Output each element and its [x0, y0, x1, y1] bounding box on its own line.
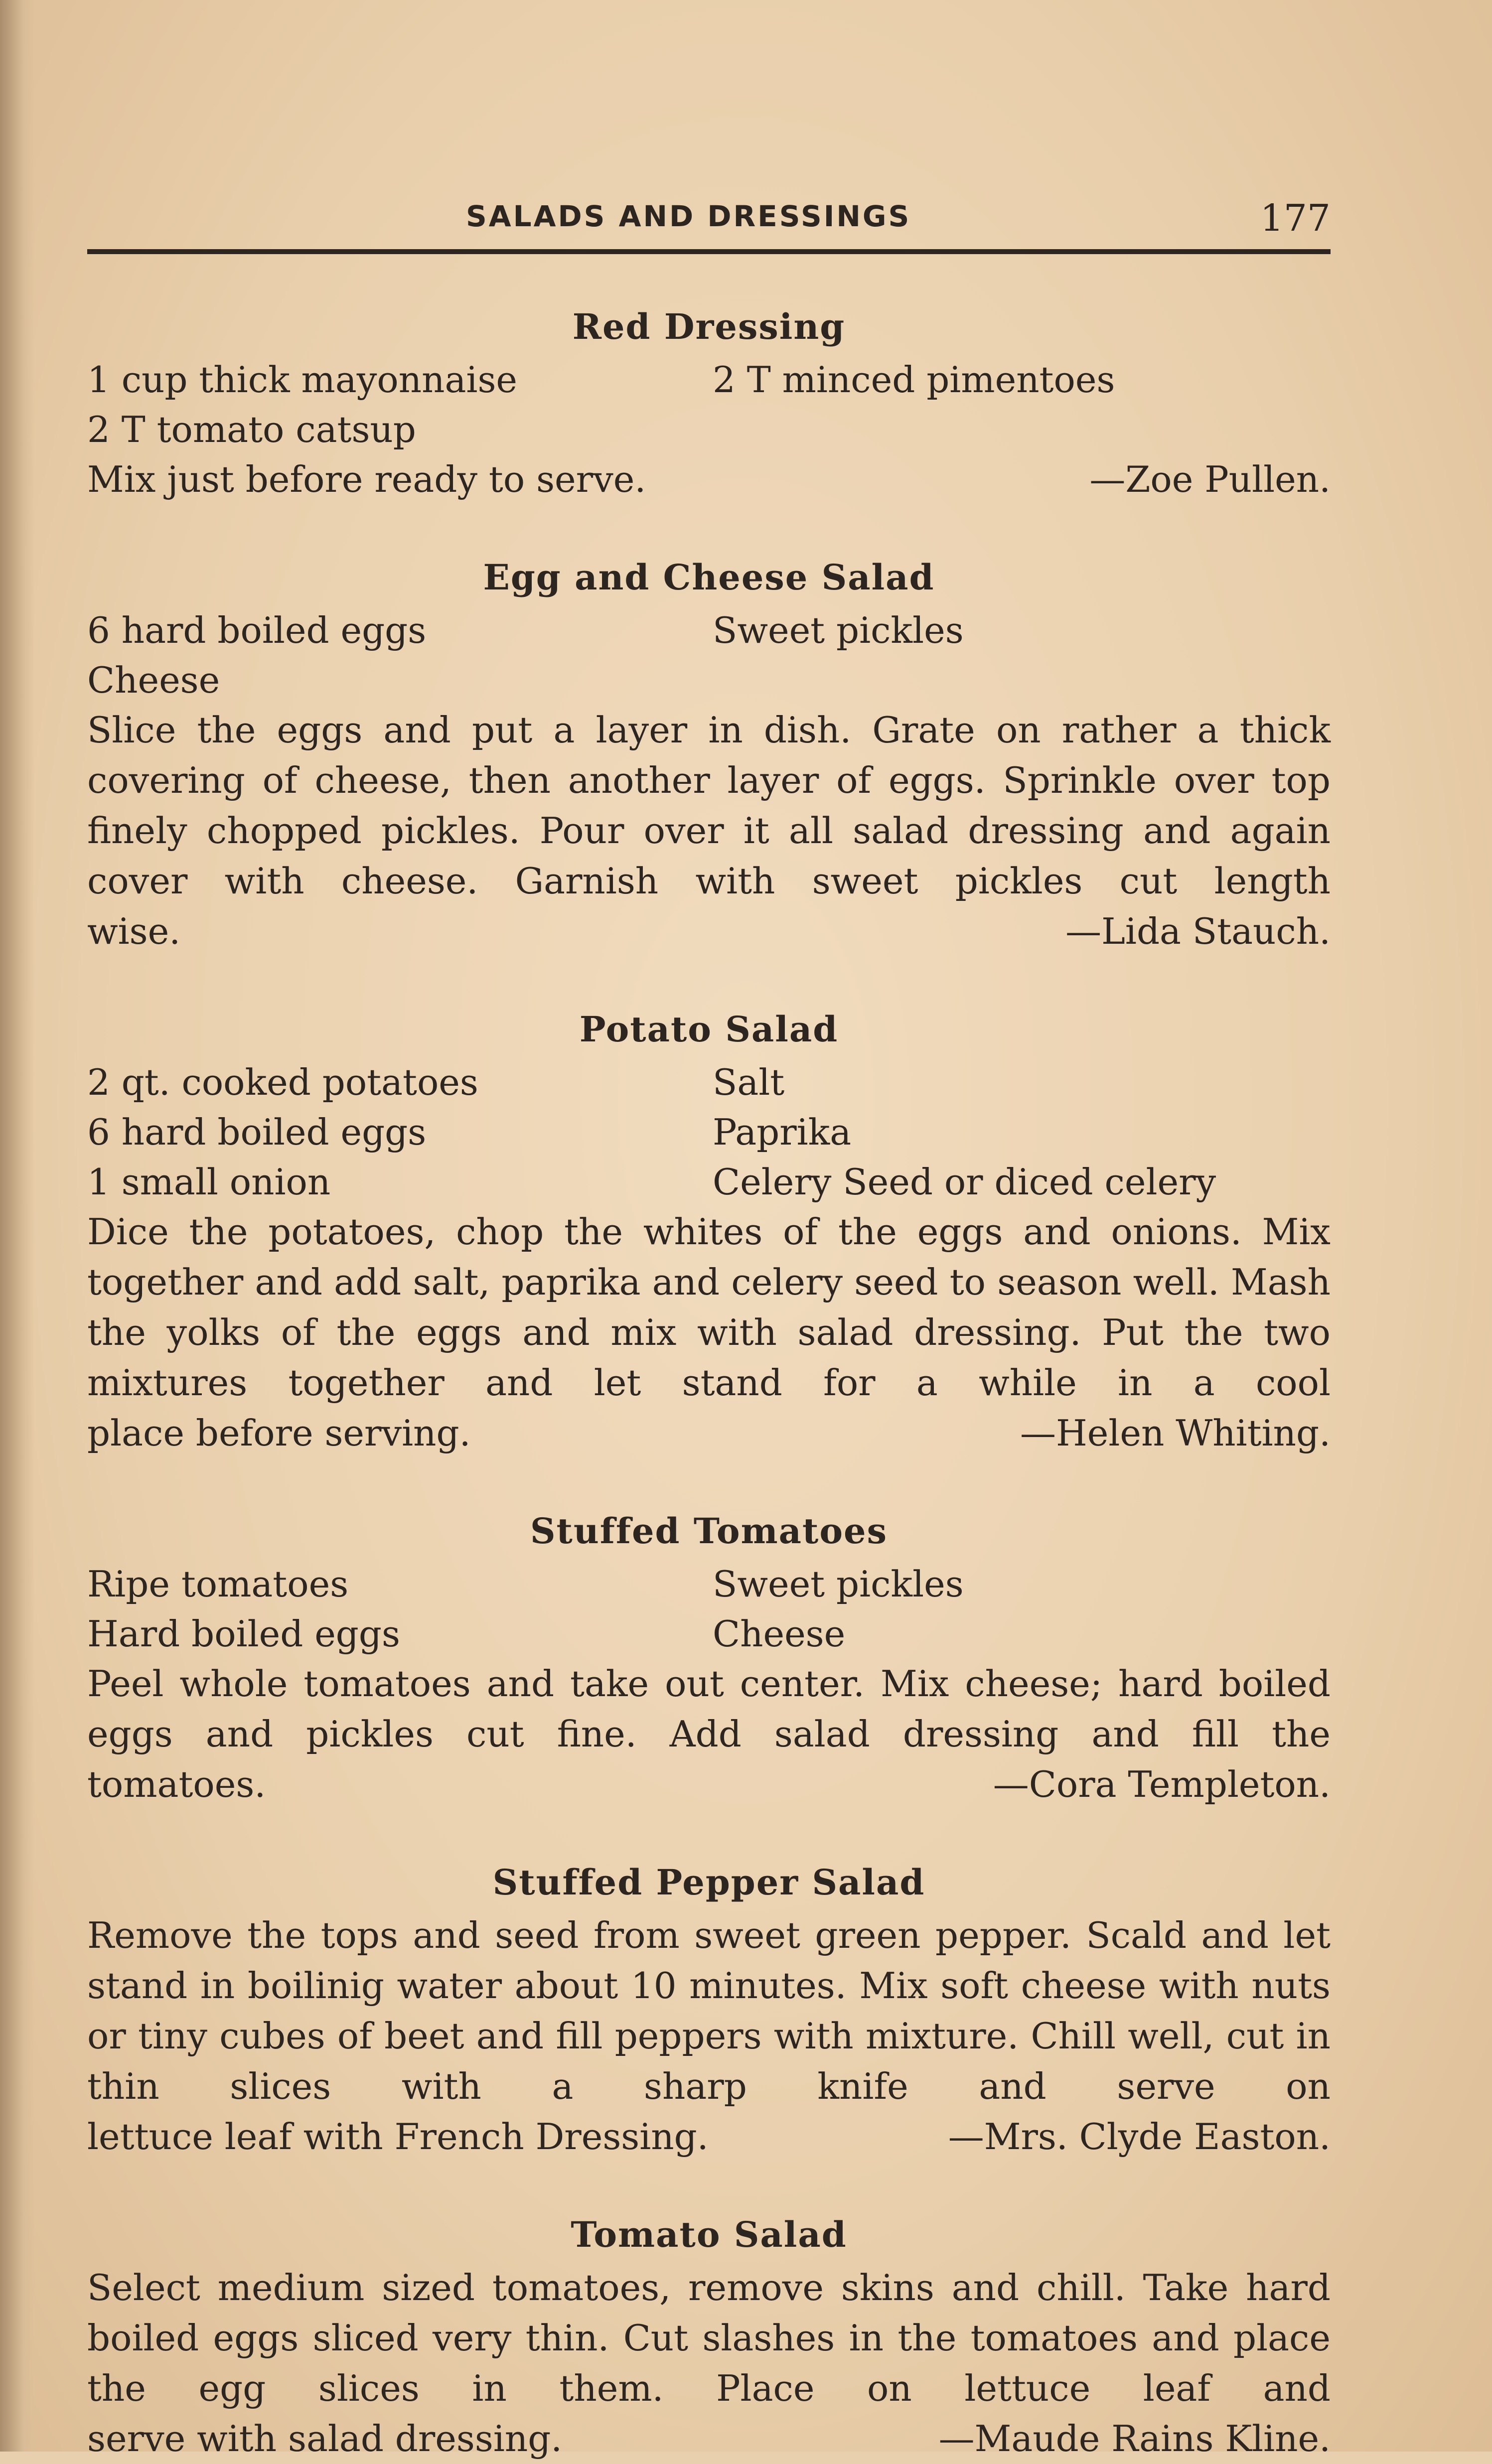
- instructions: Select medium sized tomatoes, remove skins and chill. Take hard boiled eggs sliced very thin. Cut slashes in the tomatoes and place the egg slices in them. Place on lettuce leaf and: [87, 2267, 1331, 2409]
- recipe-closing-line: [87, 2414, 1331, 2464]
- page-content: [87, 189, 1331, 2464]
- ingredient: 1 cup thick mayonnaise: [87, 359, 518, 401]
- ingredient-row: [87, 655, 1331, 705]
- ingredient: Hard boiled eggs: [87, 1613, 400, 1655]
- running-header: [87, 189, 1331, 254]
- ingredient-row: [87, 1057, 1331, 1107]
- recipe-title: Stuffed Pepper Salad: [492, 1862, 925, 1903]
- ingredient: Paprika: [713, 1111, 852, 1153]
- recipe-title: Red Dressing: [572, 306, 846, 347]
- recipe-title: Stuffed Tomatoes: [530, 1510, 888, 1552]
- contributor-attribution: —Helen Whiting.: [1020, 1412, 1331, 1454]
- ingredient: 2 qt. cooked potatoes: [87, 1061, 478, 1103]
- recipe-stuffed-pepper-salad: [87, 1858, 1331, 2162]
- contributor-attribution: —Lida Stauch.: [1065, 910, 1331, 952]
- instructions-last-line: wise.: [87, 910, 181, 952]
- ingredient: Celery Seed or diced celery: [713, 1161, 1216, 1203]
- recipe-egg-and-cheese-salad: [87, 553, 1331, 957]
- ingredient: [713, 405, 1331, 454]
- ingredient: 2 T tomato catsup: [87, 409, 416, 450]
- instructions: Slice the eggs and put a layer in dish. Grate on rather a thick covering of cheese, then another layer of eggs. Sprinkle over top finely chopped pickles. Pour over it all salad dressing and again cover with cheese. Garnish with sweet pickles cut length: [87, 709, 1331, 902]
- instructions-last-line: place before serving.: [87, 1412, 471, 1454]
- ingredient: 6 hard boiled eggs: [87, 1111, 427, 1153]
- ingredient: 2 T minced pimentoes: [713, 359, 1115, 401]
- instructions-last-line: lettuce leaf with French Dressing.: [87, 2116, 709, 2158]
- recipe-closing-line: [87, 1408, 1331, 1458]
- instructions-last-line: serve with salad dressing.: [87, 2418, 563, 2460]
- ingredient: Cheese: [713, 1613, 846, 1655]
- ingredient: 1 small onion: [87, 1161, 331, 1203]
- ingredient: 6 hard boiled eggs: [87, 609, 427, 651]
- instructions: Peel whole tomatoes and take out center. Mix cheese; hard boiled eggs and pickles cut fine. Add salad dressing and fill the: [87, 1663, 1331, 1755]
- ingredient: Sweet pickles: [713, 609, 964, 651]
- recipe-title: Potato Salad: [579, 1009, 839, 1050]
- instructions: Dice the potatoes, chop the whites of the eggs and onions. Mix together and add salt, paprika and celery seed to season well. Mash the yolks of the eggs and mix with salad dressing. Put the two mixtures together and let stand for a while in a cool: [87, 1211, 1331, 1404]
- recipe-closing-line: [87, 906, 1331, 957]
- instructions-last-line: tomatoes.: [87, 1763, 266, 1805]
- recipe-title: Egg and Cheese Salad: [483, 557, 935, 598]
- recipe-tomato-salad: [87, 2210, 1331, 2464]
- ingredient-row: [87, 355, 1331, 405]
- section-title: SALADS AND DRESSINGS: [466, 199, 911, 233]
- ingredient-row: [87, 1609, 1331, 1659]
- instructions-last-line: Mix just before ready to serve.: [87, 458, 646, 500]
- recipe-closing-line: [87, 2112, 1331, 2162]
- contributor-attribution: —Zoe Pullen.: [1089, 458, 1331, 500]
- ingredient-row: [87, 1157, 1331, 1207]
- ingredient-row: [87, 405, 1331, 454]
- ingredient: Salt: [713, 1061, 785, 1103]
- ingredient: [713, 655, 1331, 705]
- contributor-attribution: —Maude Rains Kline.: [938, 2418, 1331, 2460]
- recipe-red-dressing: [87, 302, 1331, 505]
- ingredient: Cheese: [87, 659, 220, 701]
- recipe-title: Tomato Salad: [571, 2214, 847, 2255]
- recipe-stuffed-tomatoes: [87, 1506, 1331, 1810]
- page-number: 177: [1260, 197, 1331, 240]
- page-binding-edge: [0, 0, 35, 2452]
- ingredient: Sweet pickles: [713, 1563, 964, 1605]
- ingredient-row: [87, 1559, 1331, 1609]
- ingredient-row: [87, 605, 1331, 655]
- contributor-attribution: —Mrs. Clyde Easton.: [948, 2116, 1331, 2158]
- recipe-potato-salad: [87, 1005, 1331, 1458]
- contributor-attribution: —Cora Templeton.: [993, 1763, 1331, 1805]
- instructions: Remove the tops and seed from sweet green pepper. Scald and let stand in boilinig water about 10 minutes. Mix soft cheese with nuts or tiny cubes of beet and fill peppers with mixture. Chill well, cut in thin slices with a sharp knife and serve on: [87, 1914, 1331, 2107]
- ingredient-row: [87, 1107, 1331, 1157]
- recipe-closing-line: [87, 1759, 1331, 1810]
- recipe-closing-line: [87, 454, 1331, 505]
- ingredient: Ripe tomatoes: [87, 1563, 349, 1605]
